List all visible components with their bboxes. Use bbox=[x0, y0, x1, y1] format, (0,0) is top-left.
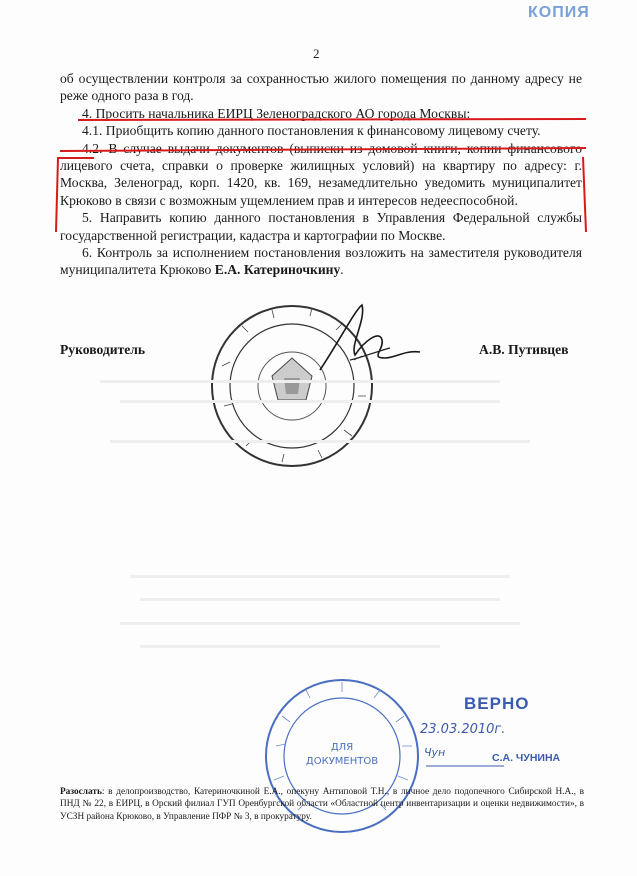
paragraph-intro: об осуществлении контроля за сохранностью жилого помещения по данному адресу не реже одного раза в год. bbox=[60, 71, 582, 104]
signatory-name: А.В. Путивцев bbox=[479, 342, 569, 357]
copy-stamp: КОПИЯ bbox=[528, 4, 590, 21]
bracket-4-2-right bbox=[583, 157, 586, 232]
show-through-line bbox=[120, 622, 520, 625]
deputy-name: Е.А. Катериночкину bbox=[214, 262, 341, 278]
distribution-label: Разослать bbox=[60, 787, 102, 797]
paragraph-4-2: 4.2. В случае выдачи документов (выписки из домовой книги, копии финансового лицевого счета, справки о проверке жилищных условий) на квартиру по адресу: г. Москва, Зеленоград, корп. 1420, кв. 169, незамедлительно уведомить муниципалитет Крюково в связи с возможным ущемлением прав и интересов недееспособной. bbox=[60, 140, 582, 208]
show-through-line bbox=[120, 400, 500, 403]
show-through-line bbox=[130, 575, 510, 578]
certifier-name: С.А. ЧУНИНА bbox=[492, 752, 561, 764]
distribution-text: : в делопроизводство, Катериночкиной Е.А., опекуну Антиповой Т.Н., в личное дело подопечного Сибирской Н.А., в ПНД № 22, в ЕИРЦ, в Орский филиал ГУП Оренбургской области «Областной центр инвентаризации и оценки недвижимости», в УСЗН района Крюково, в Управление ПФР № 3, в прокуратуру. bbox=[60, 787, 584, 822]
handwritten-signature bbox=[310, 300, 430, 380]
paragraph-5: 5. Направить копию данного постановления в Управления Федеральной службы государственной регистрации, кадастра и картографии по Москве. bbox=[60, 210, 582, 243]
paragraph-6-end: . bbox=[340, 262, 344, 278]
paragraph-4: 4. Просить начальника ЕИРЦ Зеленоградского АО города Москвы: bbox=[82, 105, 471, 121]
show-through-line bbox=[100, 380, 500, 383]
certified-true-stamp: ВЕРНО bbox=[464, 694, 530, 713]
paragraph-6 bbox=[60, 244, 582, 279]
certification-date: 23.03.2010г. bbox=[420, 722, 506, 737]
show-through-line bbox=[110, 440, 530, 443]
page-number: 2 bbox=[313, 46, 320, 61]
seal-center-label: ДЛЯ bbox=[330, 742, 354, 753]
distribution-list bbox=[60, 786, 584, 823]
certification-signature: Чун bbox=[424, 746, 446, 759]
seal-center-label: ДОКУМЕНТОВ bbox=[305, 756, 379, 767]
show-through-line bbox=[140, 645, 440, 648]
paragraph-4-1: 4.1. Приобщить копию данного постановления к финансовому лицевому счету. bbox=[82, 123, 541, 139]
document-body bbox=[60, 70, 582, 279]
show-through-line bbox=[140, 598, 500, 601]
paragraph-6-text: 6. Контроль за исполнением постановления возложить на заместителя руководителя муниципалитета Крюково bbox=[60, 245, 582, 278]
signatory-position: Руководитель bbox=[60, 342, 146, 357]
